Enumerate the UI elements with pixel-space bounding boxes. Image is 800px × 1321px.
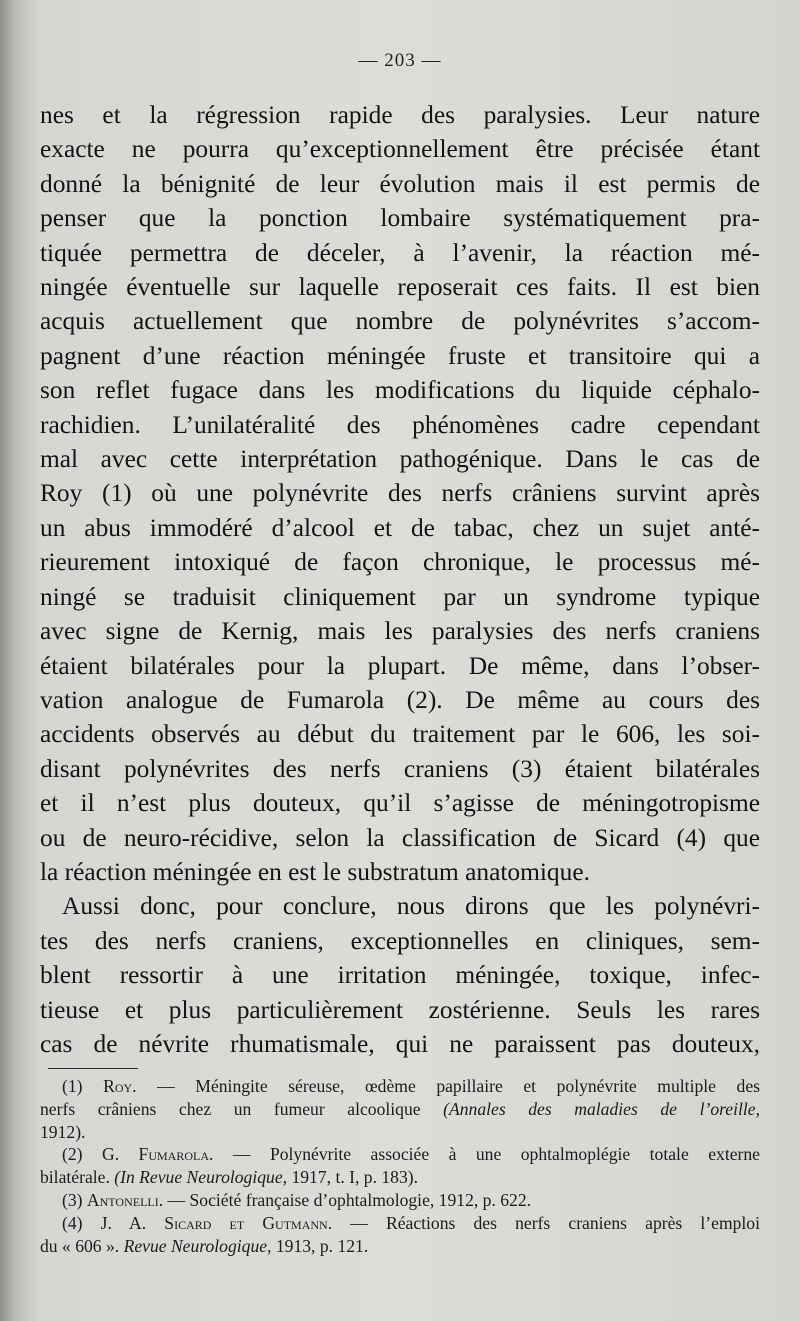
footnote-marker: (1)	[62, 1076, 83, 1096]
footnote-journal: (In Revue Neurologique,	[114, 1167, 288, 1188]
text-line: acquis actuellement que nombre de polynévrites s’accom-	[40, 307, 760, 336]
text-line: rachidien. L’unilatéralité des phénomènes cadre cependant	[40, 410, 760, 439]
footnote-1	[40, 1075, 760, 1098]
text-line: son reflet fugace dans les modifications du liquide céphalo-	[40, 376, 760, 405]
footnote-marker: (4)	[62, 1212, 83, 1233]
footnote-author: J. A. Sicard et Gutmann.	[100, 1212, 333, 1233]
footnote-text: — Méningite séreuse, œdème papillaire et polynévrite multiple des	[157, 1076, 760, 1096]
text-line: ou de neuro-récidive, selon la classification de Sicard (4) que	[40, 823, 760, 852]
text-line: blent ressortir à une irritation méningée, toxique, infec-	[40, 961, 760, 990]
footnote-4	[40, 1212, 760, 1235]
text-line: avec signe de Kernig, mais les paralysies des nerfs craniens	[40, 617, 760, 646]
footnote-4-cont	[40, 1235, 760, 1258]
text-line: penser que la ponction lombaire systématiquement pra-	[40, 204, 760, 233]
text-line: pagnent d’une réaction méningée fruste et transitoire qui a	[40, 341, 760, 370]
footnote-1-cont	[40, 1121, 760, 1144]
text-line: disant polynévrites des nerfs craniens (3) étaient bilatérales	[40, 754, 760, 783]
text-line: tieuse et plus particulièrement zostérienne. Seuls les rares	[40, 995, 760, 1024]
page-number: — 203 —	[358, 50, 442, 71]
text-line: étaient bilatérales pour la plupart. De même, dans l’obser-	[40, 651, 760, 680]
text-line: exacte ne pourra qu’exceptionnellement être précisée étant	[40, 135, 760, 164]
text-line: donné la bénignité de leur évolution mais il est permis de	[40, 169, 760, 198]
footnote-text: — Société française d’ophtalmologie, 1912, p. 622.	[167, 1189, 532, 1210]
text-line: et il n’est plus douteux, qu’il s’agisse de méningotropisme	[40, 789, 760, 818]
footnote-text: 1913, p. 121.	[275, 1235, 369, 1256]
text-line: Roy (1) où une polynévrite des nerfs crâniens survint après	[40, 479, 760, 508]
footnote-3	[40, 1189, 760, 1212]
text-line: ningé se traduisit cliniquement par un syndrome typique	[40, 582, 760, 611]
footnote-journal: (Annales des maladies de l’oreille,	[443, 1098, 760, 1119]
text-line: ningée éventuelle sur laquelle reposerait ces faits. Il est bien	[40, 273, 760, 302]
text-line: mal avec cette interprétation pathogénique. Dans le cas de	[40, 445, 760, 474]
footnote-text: bilatérale.	[40, 1167, 110, 1188]
footnote-rule	[48, 1068, 138, 1069]
footnote-author: Roy.	[103, 1076, 137, 1096]
footnote-2-cont	[40, 1166, 760, 1189]
footnote-author: Antonelli.	[86, 1189, 164, 1210]
text-line: Aussi donc, pour conclure, nous dirons que les polynévri-	[62, 892, 760, 921]
footnote-text: — Polynévrite associée à une ophtalmoplégie totale externe	[232, 1144, 760, 1165]
text-line: nes et la régression rapide des paralysies. Leur nature	[40, 101, 760, 129]
footnote-journal: Revue Neurologique,	[123, 1235, 272, 1256]
footnote-1-cont	[40, 1098, 760, 1121]
text-line: accidents observés au début du traitement par le 606, les soi-	[40, 720, 760, 749]
text-line: vation analogue de Fumarola (2). De même au cours des	[40, 685, 760, 714]
footnote-text: 1917, t. I, p. 183).	[291, 1167, 419, 1188]
footnote-author: G. Fumarola.	[101, 1144, 214, 1165]
footnote-text: nerfs crâniens chez un fumeur alcoolique	[40, 1098, 421, 1119]
text-line: cas de névrite rhumatismale, qui ne paraissent pas douteux,	[40, 1029, 760, 1058]
footnote-text: du « 606 ».	[40, 1235, 120, 1256]
text-line: rieurement intoxiqué de façon chronique, le processus mé-	[40, 548, 760, 577]
footnote-marker: (3)	[62, 1189, 83, 1210]
text-line: un abus immodéré d’alcool et de tabac, chez un sujet anté-	[40, 513, 760, 542]
body-text	[40, 98, 760, 1061]
footnote-text: 1912).	[40, 1121, 86, 1142]
footnote-2	[40, 1143, 760, 1166]
text-line: la réaction méningée en est le substratum anatomique.	[40, 857, 590, 886]
text-line: tes des nerfs craniens, exceptionnelles en cliniques, sem-	[40, 926, 760, 955]
text-line: tiquée permettra de déceler, à l’avenir, la réaction mé-	[40, 238, 760, 267]
footnote-marker: (2)	[62, 1144, 83, 1165]
footnotes	[40, 1075, 760, 1257]
footnote-text: — Réactions des nerfs craniens après l’emploi	[350, 1212, 760, 1233]
